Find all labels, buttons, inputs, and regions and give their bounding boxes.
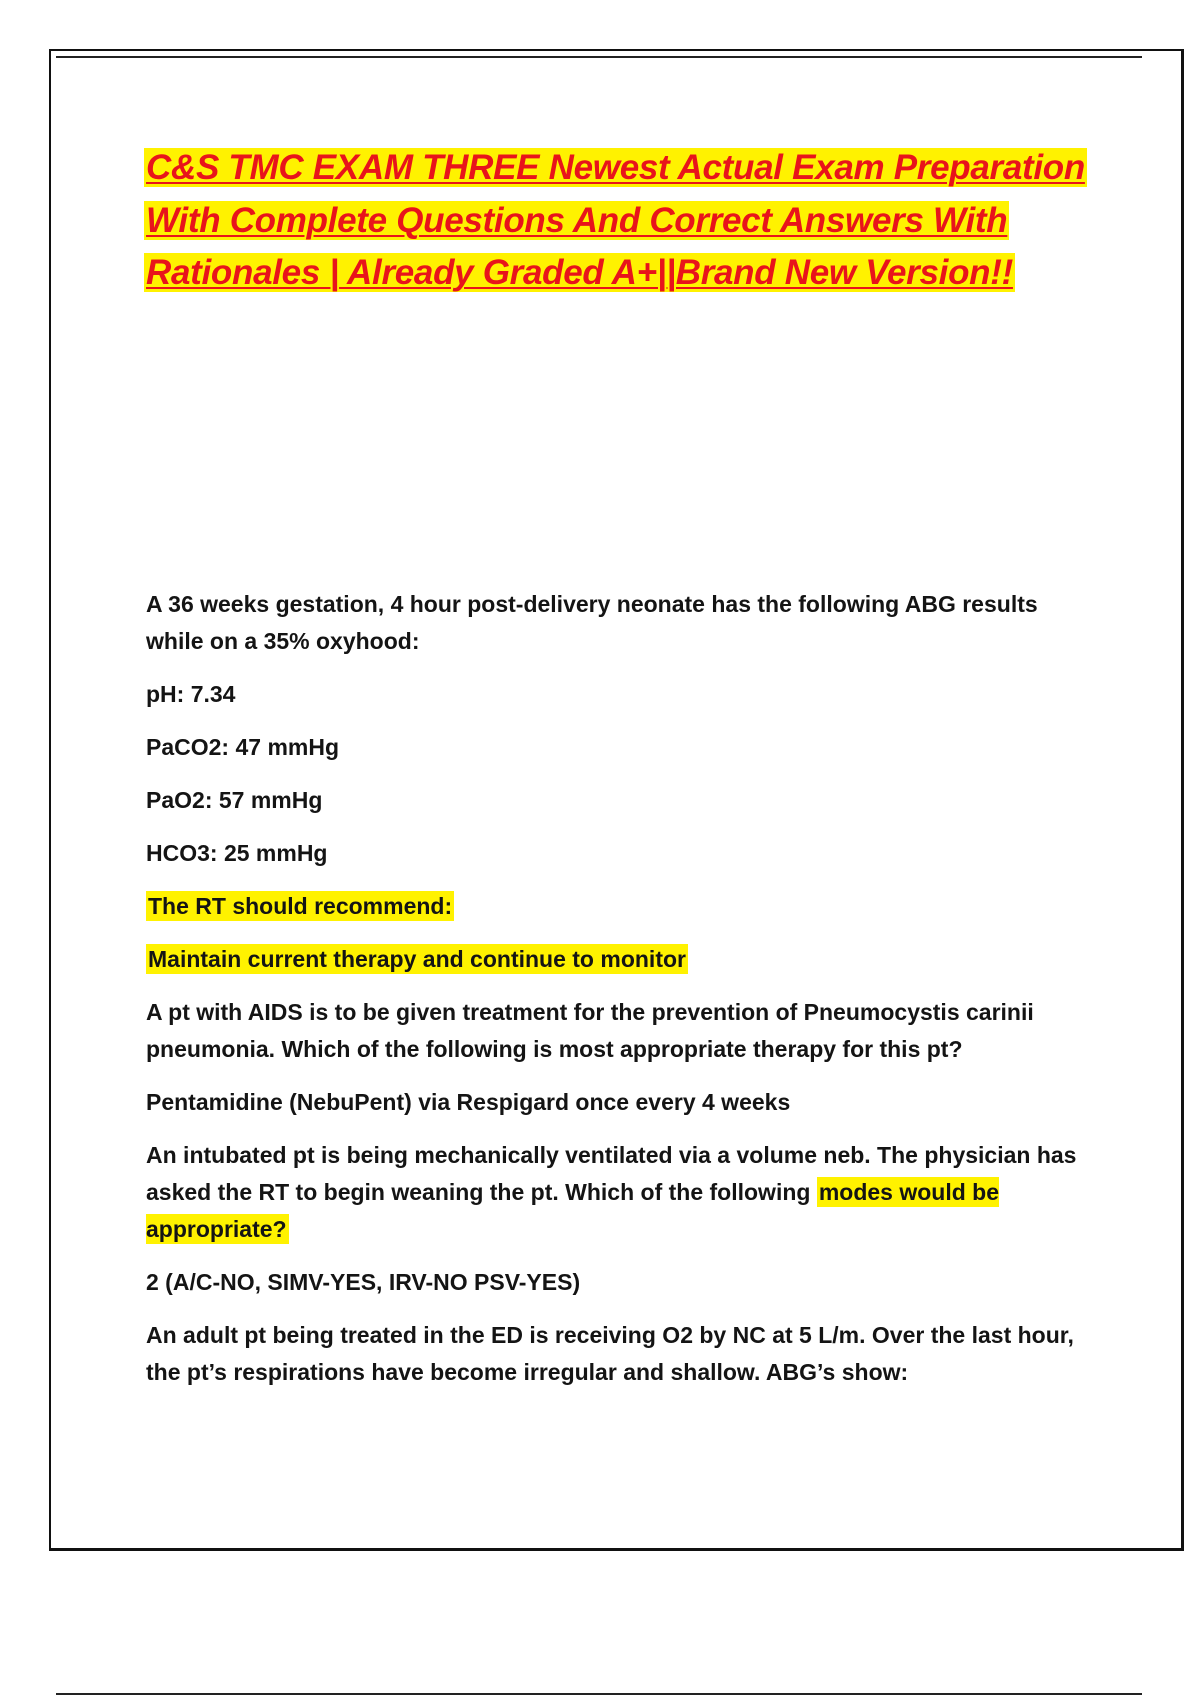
question-1-answer <box>146 941 1096 978</box>
question-3-highlighted: modes would be appropriate? <box>146 1179 1000 1242</box>
abg-pao2: PaO2: 57 mmHg <box>146 787 323 813</box>
abg-paco2: PaCO2: 47 mmHg <box>146 734 340 760</box>
title-line-2: With Complete Questions And Correct Answers With <box>146 200 1008 240</box>
question-2-text: A pt with AIDS is to be given treatment for the prevention of Pneumocystis carinii pneumonia. Which of the following is most appropriate therapy for this pt? <box>146 999 1034 1062</box>
question-1-text: A 36 weeks gestation, 4 hour post-delivery neonate has the following ABG results while on a 35% oxyhood: <box>146 591 1038 654</box>
document-title <box>144 142 1104 300</box>
document-body <box>146 586 1096 1407</box>
abg-hco3: HCO3: 25 mmHg <box>146 840 328 866</box>
title-line-1: C&S TMC EXAM THREE Newest Actual Exam Preparation <box>146 148 1085 187</box>
question-2-answer: Pentamidine (NebuPent) via Respigard once every 4 weeks <box>146 1089 791 1115</box>
highlighted-answer: Maintain current therapy and continue to monitor <box>148 946 686 972</box>
question-3-answer: 2 (A/C-NO, SIMV-YES, IRV-NO PSV-YES) <box>146 1269 581 1295</box>
highlighted-prompt: The RT should recommend: <box>148 893 453 919</box>
title-line-3: Rationales | Already Graded A+||Brand New Version!! <box>146 253 1013 292</box>
top-rule <box>56 56 1142 58</box>
question-1-prompt <box>146 888 1096 925</box>
bottom-rule <box>56 1693 1142 1695</box>
question-3-text-main: An intubated pt is being mechanically ventilated via a volume neb. The physician has asked the RT to begin weaning the pt. Which of the following <box>146 1142 1077 1205</box>
question-3-text <box>146 1137 1096 1248</box>
question-4-text: An adult pt being treated in the ED is receiving O2 by NC at 5 L/m. Over the last hour, the pt’s respirations have become irregular and shallow. ABG’s show: <box>146 1322 1074 1385</box>
abg-ph: pH: 7.34 <box>146 681 236 707</box>
